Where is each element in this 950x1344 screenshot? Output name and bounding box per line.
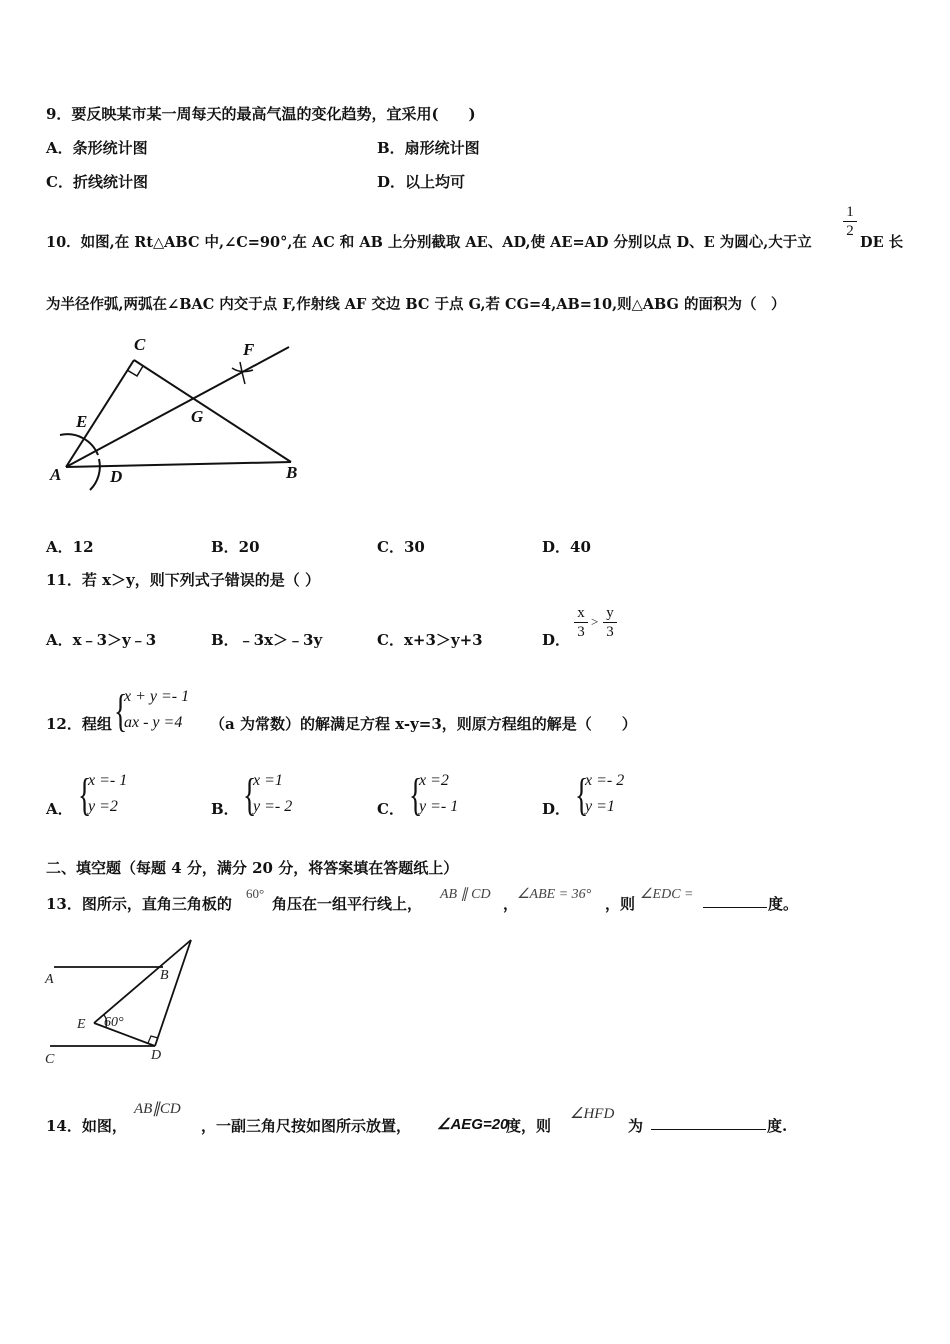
system-line-2: ax - y =4 — [124, 714, 183, 731]
q10-figure-triangle — [46, 330, 306, 500]
q14-stem-part1: 14．如图， — [46, 1117, 127, 1135]
ray-af — [66, 347, 289, 467]
q12-option-d-system — [575, 769, 655, 822]
q12-option-c-system — [409, 769, 489, 822]
q13-parallel: AB ∥ CD — [440, 887, 491, 902]
q10-frac-num: 1 — [846, 204, 854, 220]
fraction-bar — [603, 622, 617, 623]
label-b: B — [160, 968, 169, 983]
q10-fraction-half — [843, 204, 857, 239]
q10-stem-line1: 10．如图,在 Rt△ABC 中,∠C=90°,在 AC 和 AB 上分别截取 AE、AD,使 AE=AD 分别以点 D、E 为圆心,大于立 — [46, 234, 812, 251]
q11-option-d[interactable]: D． — [542, 631, 571, 649]
q11-d-gt: > — [591, 614, 599, 629]
q11-stem: 11．若 x＞y，则下列式子错误的是（ ） — [46, 571, 320, 589]
q12-option-b-system — [243, 769, 323, 822]
q9-option-b[interactable]: B．扇形统计图 — [377, 139, 480, 157]
label-60-degree: 60° — [104, 1015, 124, 1030]
q14-stem-part2: ，一副三角尺按如图所示放置， — [201, 1117, 412, 1135]
system-line-2: y =- 2 — [253, 798, 293, 815]
q13-angle-edc: ∠EDC = — [640, 887, 694, 902]
q13-angle-abe: ∠ABE = 36° — [517, 887, 592, 902]
system-line-1: x =2 — [419, 772, 449, 789]
system-line-1: x =1 — [253, 772, 283, 789]
section-2-title: 二、填空题（每题 4 分，满分 20 分，将答案填在答题纸上） — [46, 859, 459, 877]
q9-stem: 9．要反映某市某一周每天的最高气温的变化趋势，宜采用( ) — [46, 105, 476, 123]
q10-option-a[interactable]: A．12 — [46, 538, 94, 556]
label-d: D — [110, 467, 123, 486]
fraction-numerator: x — [577, 605, 585, 621]
segment-cb — [134, 360, 291, 462]
label-a: A — [45, 972, 54, 987]
label-e: E — [76, 412, 88, 431]
label-b: B — [286, 463, 298, 482]
label-g: G — [191, 407, 204, 426]
label-c: C — [45, 1052, 55, 1067]
q13-stem-part1: 13．图所示，直角三角板的 — [46, 895, 232, 913]
brace-glyph: { — [78, 769, 92, 820]
brace-glyph: { — [114, 685, 128, 736]
fraction-denominator: 3 — [577, 624, 585, 640]
q12-option-a-system — [78, 769, 158, 822]
system-line-2: y =2 — [88, 798, 118, 815]
q12-option-a[interactable]: A． — [46, 800, 73, 818]
q14-stem-part5: 度. — [767, 1117, 788, 1135]
q10-stem-line1-end: DE 长 — [860, 234, 904, 251]
q10-option-d[interactable]: D．40 — [542, 538, 591, 556]
label-c: C — [134, 335, 146, 354]
q10-option-c[interactable]: C．30 — [377, 538, 425, 556]
q13-figure-parallel-lines — [40, 935, 210, 1070]
q11-option-c[interactable]: C．x+3＞y+3 — [377, 631, 483, 649]
q11-d-fraction-x — [574, 605, 588, 640]
q10-frac-den: 2 — [846, 223, 854, 239]
brace-glyph: { — [575, 769, 589, 820]
q11-d-fraction-y — [603, 605, 617, 640]
q14-stem-part3: 度，则 — [506, 1117, 552, 1135]
q14-stem-part4: 为 — [628, 1117, 644, 1135]
q14-parallel: AB∥CD — [134, 1101, 181, 1117]
q12-equation-system — [114, 685, 214, 738]
q9-option-d[interactable]: D．以上均可 — [377, 173, 466, 191]
q12-option-b[interactable]: B． — [211, 800, 239, 818]
label-e: E — [77, 1017, 86, 1032]
fraction-numerator: y — [606, 605, 614, 621]
q13-comma: ， — [503, 895, 519, 913]
fraction-denominator: 3 — [606, 624, 614, 640]
system-line-1: x =- 1 — [88, 772, 128, 789]
q12-option-d[interactable]: D． — [542, 800, 571, 818]
q10-stem-line2: 为半径作弧,两弧在∠BAC 内交于点 F,作射线 AF 交边 BC 于点 G,若 CG=4,AB=10,则△ABG 的面积为（ ） — [46, 296, 786, 313]
q9-option-a[interactable]: A．条形统计图 — [46, 139, 148, 157]
q14-answer-blank[interactable] — [651, 1115, 766, 1130]
q13-stem-part3: ，则 — [605, 895, 636, 913]
q12-option-c[interactable]: C． — [377, 800, 404, 818]
q10-option-b[interactable]: B．20 — [211, 538, 260, 556]
system-line-1: x =- 2 — [585, 772, 625, 789]
q13-answer-blank[interactable] — [703, 893, 767, 908]
arc-d — [90, 459, 100, 490]
q14-given-angle: ∠AEG=20 — [437, 1116, 509, 1133]
fraction-bar — [574, 622, 588, 623]
system-line-1: x + y =- 1 — [124, 688, 190, 705]
brace-glyph: { — [409, 769, 423, 820]
q11-option-b[interactable]: B．﹣3x＞﹣3y — [211, 631, 323, 649]
system-line-2: y =- 1 — [419, 798, 459, 815]
q11-option-a[interactable]: A．x﹣3＞y﹣3 — [46, 631, 157, 649]
q12-stem-suffix: （a 为常数）的解满足方程 x-y=3，则原方程组的解是（ ） — [210, 715, 637, 733]
q9-option-c[interactable]: C．折线统计图 — [46, 173, 148, 191]
fraction-bar — [843, 221, 857, 222]
system-line-2: y =1 — [585, 798, 615, 815]
label-d: D — [151, 1048, 162, 1063]
q14-target-angle: ∠HFD — [570, 1106, 615, 1122]
q13-stem-part2: 角压在一组平行线上， — [272, 895, 423, 913]
q12-stem-prefix: 12．程组 — [46, 715, 112, 733]
label-a: A — [50, 465, 62, 484]
brace-glyph: { — [243, 769, 257, 820]
q13-stem-part4: 度。 — [768, 895, 799, 913]
label-f: F — [243, 340, 255, 359]
q13-deg60: 60° — [246, 886, 265, 901]
